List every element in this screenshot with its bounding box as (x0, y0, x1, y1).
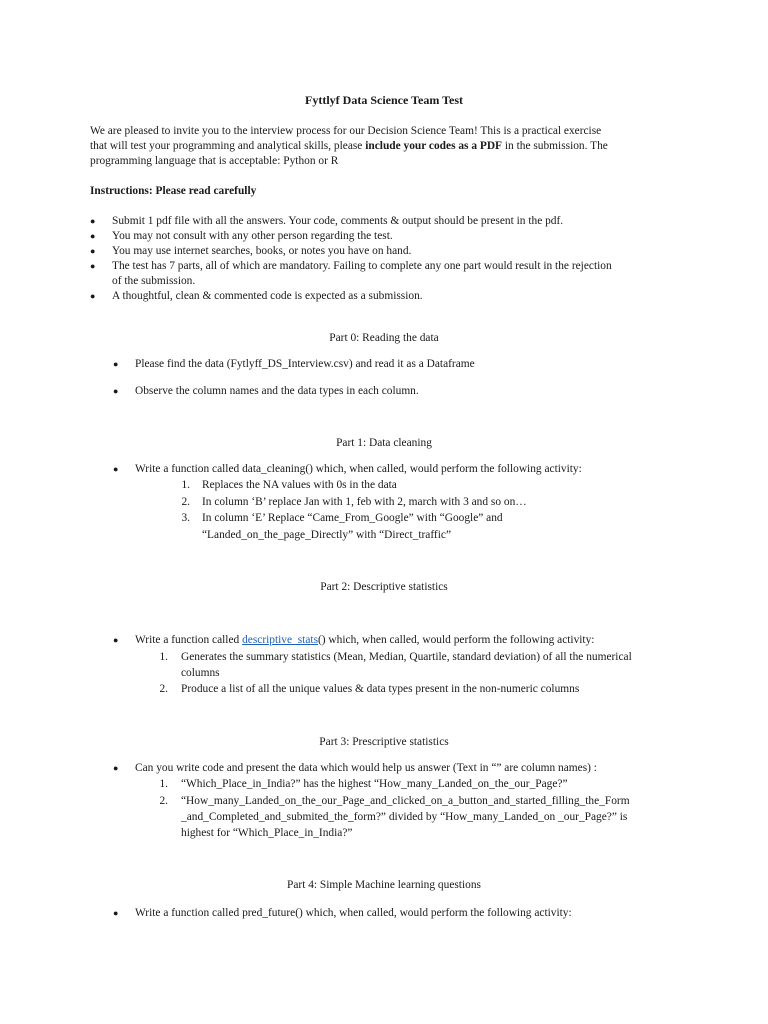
instructions-heading: Instructions: Please read carefully (90, 185, 257, 197)
intro-bold-pdf: include your codes as a PDF (365, 140, 503, 152)
part3-item: “How_many_Landed_on_the_our_Page_and_clicked_on_a_button_and_started_filling_the_Form (181, 795, 630, 807)
part2-item: Produce a list of all the unique values & data types present in the non-numeric columns (181, 683, 580, 695)
part2-bullet (135, 633, 594, 648)
intro-line-2-pre: that will test your programming and analytical skills, please (90, 140, 366, 152)
bullet-icon: ● (113, 635, 119, 645)
bullet-icon: ● (90, 216, 96, 226)
bullet-icon: ● (90, 246, 96, 256)
part0-bullet: Please find the data (Fytlyff_DS_Interview.csv) and read it as a Dataframe (135, 358, 475, 370)
list-number: 2. (159, 795, 168, 807)
instruction-item: The test has 7 parts, all of which are mandatory. Failing to complete any one part would result in the rejection (112, 260, 612, 272)
part0-heading: Part 0: Reading the data (329, 332, 439, 344)
bullet-icon: ● (113, 464, 119, 474)
part1-item-continued: “Landed_on_the_page_Directly” with “Direct_traffic” (202, 529, 452, 541)
part0-bullet: Observe the column names and the data types in each column. (135, 385, 419, 397)
part4-heading: Part 4: Simple Machine learning questions (287, 879, 481, 891)
bullet-icon: ● (113, 908, 119, 918)
instruction-item: You may not consult with any other person regarding the test. (112, 230, 393, 242)
part3-item-continued: _and_Completed_and_submited_the_form?” divided by “How_many_Landed_on _our_Page?” is (181, 811, 628, 823)
list-number: 1. (181, 479, 190, 491)
part1-bullet: Write a function called data_cleaning() which, when called, would perform the following activity: (135, 463, 582, 475)
list-number: 3. (181, 512, 190, 524)
intro-line-2-post: in the submission. The (502, 140, 608, 152)
part4-bullet: Write a function called pred_future() which, when called, would perform the following activity: (135, 907, 572, 919)
part1-item: Replaces the NA values with 0s in the data (202, 479, 397, 491)
intro-line-3: programming language that is acceptable: Python or R (90, 155, 339, 167)
intro-line-2 (90, 139, 608, 154)
document-title: Fyttlyf Data Science Team Test (305, 93, 463, 107)
part3-bullet: Can you write code and present the data which would help us answer (Text in “” are column names) : (135, 762, 597, 774)
bullet-icon: ● (90, 291, 96, 301)
part1-item: In column ‘B’ replace Jan with 1, feb with 2, march with 3 and so on… (202, 496, 527, 508)
list-number: 1. (159, 778, 168, 790)
part2-item: Generates the summary statistics (Mean, Median, Quartile, standard deviation) of all the numerical (181, 651, 632, 663)
list-number: 2. (159, 683, 168, 695)
part3-item-continued: highest for “Which_Place_in_India?” (181, 827, 353, 839)
instruction-item: A thoughtful, clean & commented code is expected as a submission. (112, 290, 423, 302)
instruction-item: You may use internet searches, books, or notes you have on hand. (112, 245, 412, 257)
part3-item: “Which_Place_in_India?” has the highest “How_many_Landed_on_the_our_Page?” (181, 778, 568, 790)
instruction-item: Submit 1 pdf file with all the answers. Your code, comments & output should be present in the pdf. (112, 215, 564, 227)
list-number: 2. (181, 496, 190, 508)
part2-heading: Part 2: Descriptive statistics (320, 581, 448, 593)
part3-heading: Part 3: Prescriptive statistics (319, 736, 449, 748)
bullet-icon: ● (113, 763, 119, 773)
part2-bullet-post: () which, when called, would perform the following activity: (318, 634, 595, 646)
part2-bullet-pre: Write a function called (135, 634, 243, 646)
list-number: 1. (159, 651, 168, 663)
part2-item-continued: columns (181, 667, 220, 679)
bullet-icon: ● (90, 231, 96, 241)
instruction-item-continued: of the submission. (112, 275, 196, 287)
descriptive-stats-link[interactable]: descriptive_stats (242, 634, 318, 646)
bullet-icon: ● (113, 359, 119, 369)
bullet-icon: ● (90, 261, 96, 271)
intro-line-1: We are pleased to invite you to the interview process for our Decision Science Team! This is a practical exercise (90, 125, 602, 137)
bullet-icon: ● (113, 386, 119, 396)
part1-heading: Part 1: Data cleaning (336, 437, 432, 449)
part1-item: In column ‘E’ Replace “Came_From_Google” with “Google” and (202, 512, 503, 524)
